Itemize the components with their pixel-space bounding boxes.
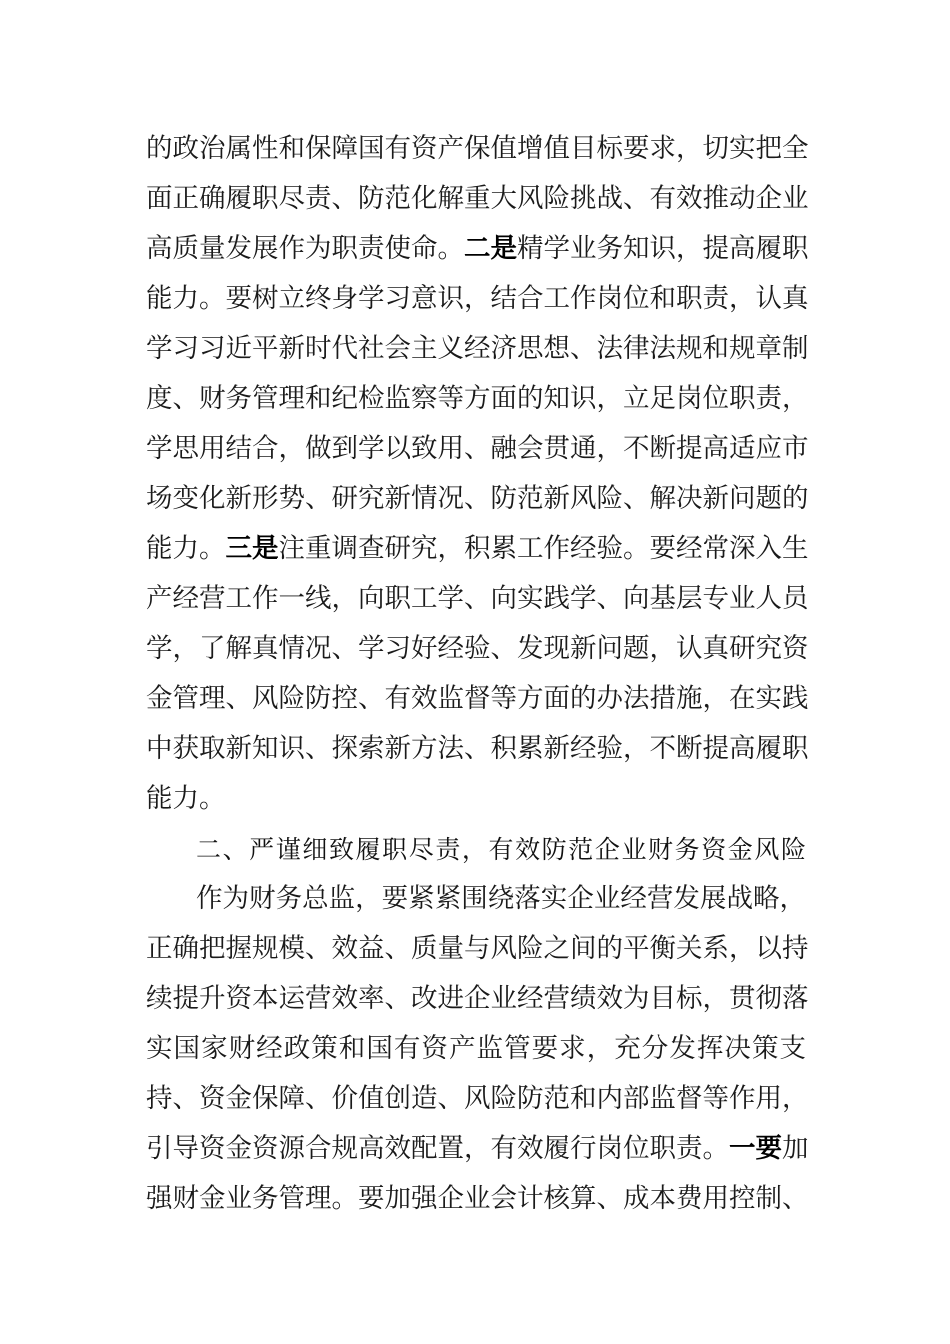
paragraph-line [146, 274, 809, 324]
paragraph-line [146, 924, 809, 974]
text-run: 实国家财经政策和国有资产监管要求，充分发挥决策支 [146, 1033, 806, 1064]
bold-marker-third: 三是 [225, 533, 279, 564]
text-run: 注重调查研究，积累工作经验。要经常深入生 [278, 533, 809, 564]
text-run: 加 [782, 1133, 809, 1164]
paragraph-line [146, 724, 809, 774]
text-run: 续提升资本运营效率、改进企业经营绩效为目标，贯彻落 [146, 983, 809, 1014]
paragraph-line [146, 374, 809, 424]
text-run: 正确把握规模、效益、质量与风险之间的平衡关系，以持 [146, 933, 809, 964]
paragraph-line [146, 674, 809, 724]
paragraph-line [146, 224, 809, 274]
paragraph-line [146, 774, 806, 824]
text-run: 强财金业务管理。要加强企业会计核算、成本费用控制、 [146, 1183, 809, 1214]
paragraph-line [146, 624, 809, 674]
text-run: 持、资金保障、价值创造、风险防范和内部监督等作用， [146, 1083, 809, 1114]
text-run: 能力。 [146, 783, 226, 814]
text-run: 中获取新知识、探索新方法、积累新经验，不断提高履职 [146, 733, 809, 764]
paragraph-line [196, 874, 806, 924]
paragraph-line [146, 1024, 806, 1074]
paragraph-line [146, 1124, 809, 1174]
paragraph-line [146, 324, 809, 374]
text-run: 高质量发展作为职责使命。 [146, 233, 464, 264]
paragraph-line [146, 1074, 809, 1124]
text-run: 场变化新形势、研究新情况、防范新风险、解决新问题的 [146, 483, 809, 514]
text-run: 学习习近平新时代社会主义经济思想、法律法规和规章制 [146, 333, 809, 364]
text-run: 引导资金资源合规高效配置，有效履行岗位职责。 [146, 1133, 729, 1164]
paragraph-line [146, 524, 809, 574]
bold-marker-second: 二是 [464, 233, 517, 264]
text-run: 的政治属性和保障国有资产保值增值目标要求，切实把全 [146, 133, 809, 164]
paragraph-line [146, 474, 809, 524]
text-run: 精学业务知识，提高履职 [517, 233, 809, 264]
text-run: 金管理、风险防控、有效监督等方面的办法措施，在实践 [146, 683, 809, 714]
text-run: 度、财务管理和纪检监察等方面的知识，立足岗位职责， [146, 383, 809, 414]
paragraph-line [146, 574, 809, 624]
text-run: 能力。要树立终身学习意识，结合工作岗位和职责，认真 [146, 283, 809, 314]
paragraph-line [146, 1174, 809, 1224]
text-run: 面正确履职尽责、防范化解重大风险挑战、有效推动企业 [146, 183, 809, 214]
paragraph-line [146, 124, 809, 174]
text-run: 作为财务总监，要紧紧围绕落实企业经营发展战略， [196, 883, 806, 914]
text-run: 能力。 [146, 533, 226, 564]
text-run: 学，了解真情况、学习好经验、发现新问题，认真研究资 [146, 633, 809, 664]
text-run: 产经营工作一线，向职工学、向实践学、向基层专业人员 [146, 583, 809, 614]
paragraph-line [146, 424, 809, 474]
section-heading: 二、严谨细致履职尽责，有效防范企业财务资金风险 [196, 835, 806, 864]
paragraph-line [146, 174, 809, 224]
text-run: 学思用结合，做到学以致用、融会贯通，不断提高适应市 [146, 433, 809, 464]
bold-marker-first-requirement: 一要 [729, 1133, 782, 1164]
paragraph-line [146, 974, 809, 1024]
